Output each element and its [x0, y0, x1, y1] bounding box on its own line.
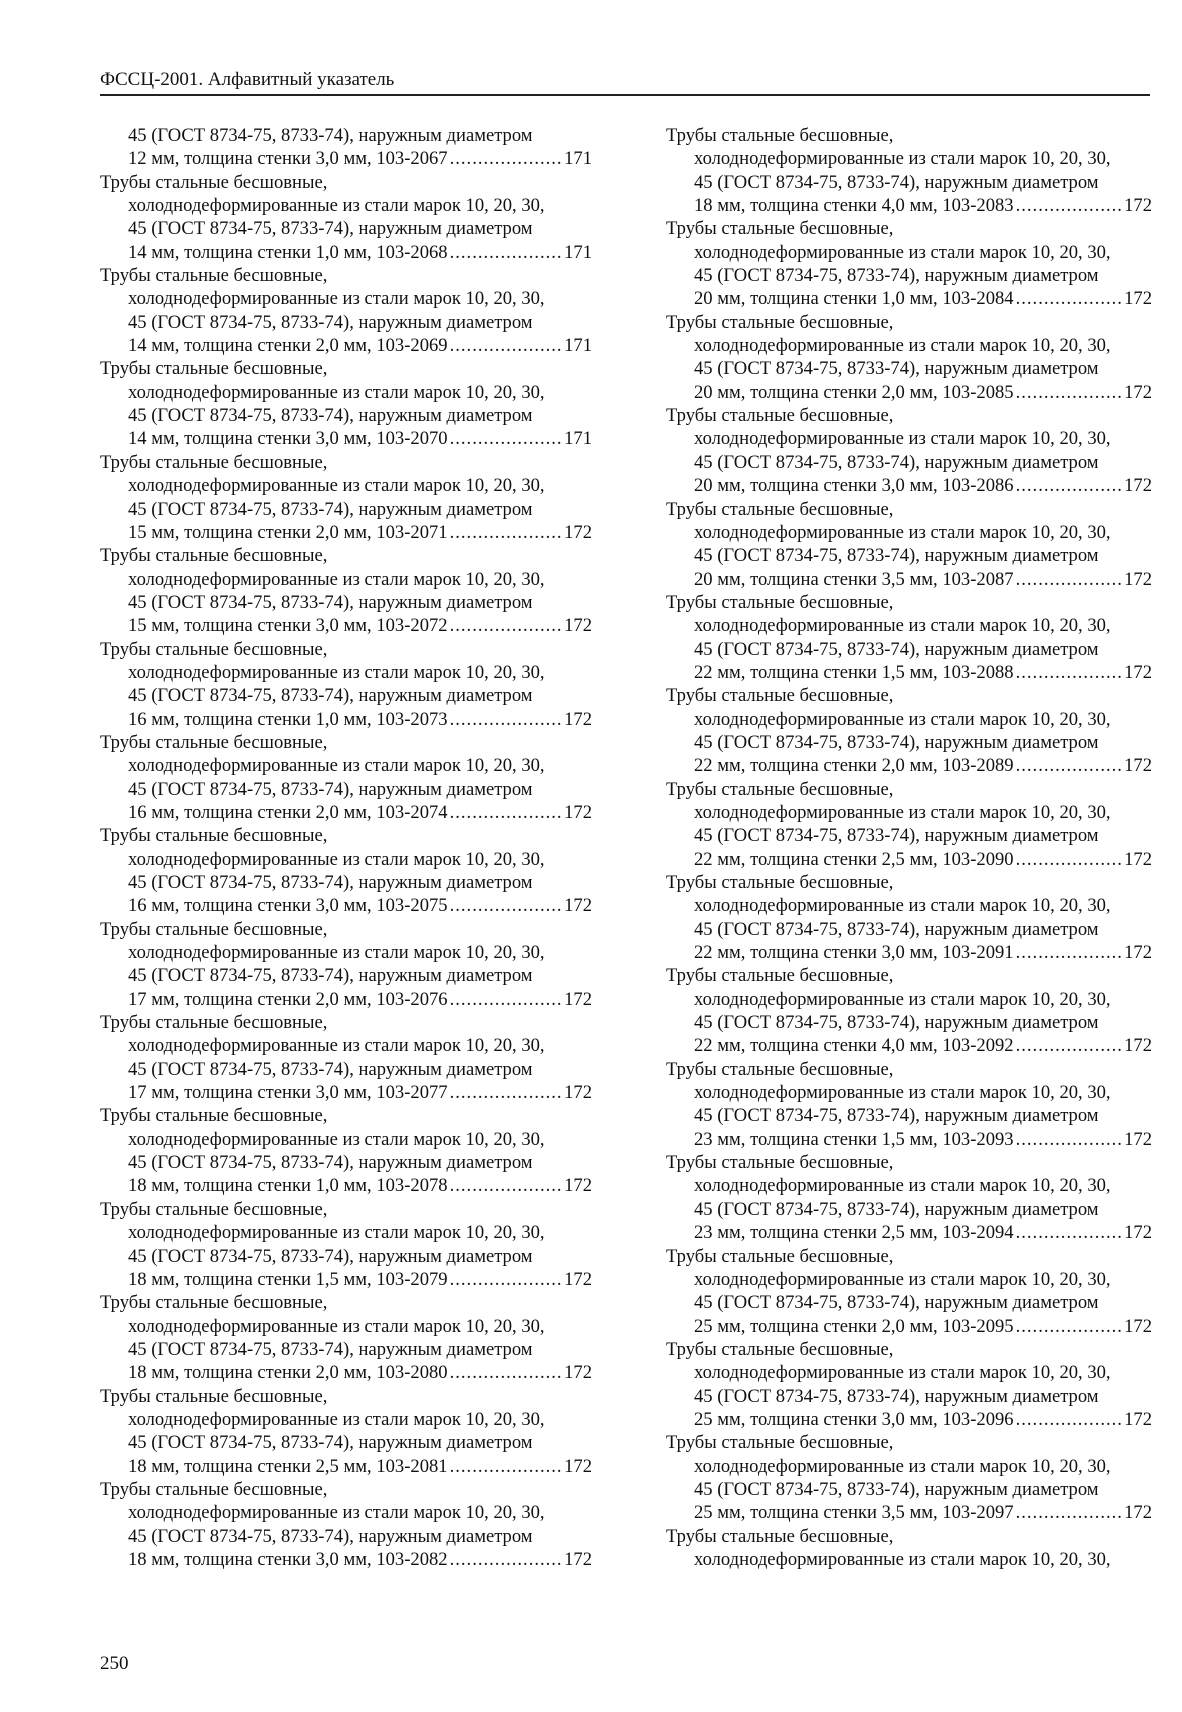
entry-line: 45 (ГОСТ 8734-75, 8733-74), наружным диаметром — [128, 311, 533, 333]
entry-title: Трубы стальные бесшовные, — [666, 311, 894, 333]
entry-line: 45 (ГОСТ 8734-75, 8733-74), наружным диаметром — [128, 1525, 533, 1547]
dot-leader — [1016, 381, 1122, 404]
dot-leader — [1016, 754, 1122, 777]
entry-line: 45 (ГОСТ 8734-75, 8733-74), наружным диаметром — [694, 1478, 1099, 1500]
entry-title: Трубы стальные бесшовные, — [100, 1292, 328, 1314]
entry-line: холоднодеформированные из стали марок 10, 20, 30, — [694, 1268, 1111, 1290]
dot-leader — [450, 1174, 562, 1197]
index-entry — [100, 1291, 592, 1384]
entry-line: 45 (ГОСТ 8734-75, 8733-74), наружным диаметром — [694, 1292, 1099, 1314]
entry-last-line — [100, 1455, 592, 1478]
entry-spec: 16 мм, толщина стенки 1,0 мм, 103-2073 — [128, 708, 448, 730]
index-entry — [666, 498, 1152, 591]
entry-spec: 17 мм, толщина стенки 2,0 мм, 103-2076 — [128, 988, 448, 1010]
entry-last-line — [666, 754, 1152, 777]
entry-line: холоднодеформированные из стали марок 10, 20, 30, — [128, 568, 545, 590]
entry-last-line — [666, 474, 1152, 497]
dot-leader — [1016, 1221, 1122, 1244]
entry-line: 45 (ГОСТ 8734-75, 8733-74), наружным диаметром — [128, 218, 533, 240]
entry-line: холоднодеформированные из стали марок 10, 20, 30, — [694, 335, 1111, 357]
entry-line: 45 (ГОСТ 8734-75, 8733-74), наружным диаметром — [694, 545, 1099, 567]
dot-leader — [450, 894, 562, 917]
entry-spec: 20 мм, толщина стенки 3,5 мм, 103-2087 — [694, 568, 1014, 590]
entry-page-ref: 172 — [1124, 755, 1152, 777]
entry-page-ref: 171 — [564, 335, 592, 357]
entry-spec: 20 мм, толщина стенки 2,0 мм, 103-2085 — [694, 381, 1014, 403]
index-entry — [666, 591, 1152, 684]
index-entry — [100, 357, 592, 450]
dot-leader — [450, 521, 562, 544]
entry-spec: 18 мм, толщина стенки 4,0 мм, 103-2083 — [694, 195, 1014, 217]
entry-line: холоднодеформированные из стали марок 10, 20, 30, — [694, 148, 1111, 170]
entry-page-ref: 172 — [1124, 848, 1152, 870]
entry-spec: 25 мм, толщина стенки 2,0 мм, 103-2095 — [694, 1315, 1014, 1337]
entry-last-line — [666, 1501, 1152, 1524]
entry-last-line — [666, 381, 1152, 404]
entry-line: 45 (ГОСТ 8734-75, 8733-74), наружным диаметром — [128, 1432, 533, 1454]
entry-page-ref: 172 — [564, 895, 592, 917]
dot-leader — [450, 427, 562, 450]
entry-title: Трубы стальные бесшовные, — [666, 1338, 894, 1360]
entry-line: холоднодеформированные из стали марок 10, 20, 30, — [128, 475, 545, 497]
entry-line: холоднодеформированные из стали марок 10, 20, 30, — [128, 1222, 545, 1244]
entry-page-ref: 172 — [1124, 568, 1152, 590]
entry-line: холоднодеформированные из стали марок 10, 20, 30, — [694, 1362, 1111, 1384]
entry-page-ref: 172 — [564, 801, 592, 823]
entry-last-line — [100, 241, 592, 264]
dot-leader — [450, 241, 562, 264]
entry-last-line — [666, 661, 1152, 684]
entry-last-line — [100, 1361, 592, 1384]
entry-last-line — [666, 848, 1152, 871]
index-entry — [100, 1385, 592, 1478]
entry-spec: 25 мм, толщина стенки 3,0 мм, 103-2096 — [694, 1408, 1014, 1430]
index-entry — [666, 964, 1152, 1057]
entry-line: холоднодеформированные из стали марок 10, 20, 30, — [694, 428, 1111, 450]
entry-last-line — [666, 1221, 1152, 1244]
entry-spec: 14 мм, толщина стенки 3,0 мм, 103-2070 — [128, 428, 448, 450]
page-number: 250 — [100, 1653, 129, 1674]
entry-line: холоднодеформированные из стали марок 10, 20, 30, — [694, 521, 1111, 543]
entry-title: Трубы стальные бесшовные, — [100, 918, 328, 940]
entry-title: Трубы стальные бесшовные, — [100, 731, 328, 753]
entry-spec: 22 мм, толщина стенки 2,5 мм, 103-2090 — [694, 848, 1014, 870]
entry-page-ref: 172 — [564, 1548, 592, 1570]
entry-title: Трубы стальные бесшовные, — [100, 825, 328, 847]
entry-line: холоднодеформированные из стали марок 10, 20, 30, — [694, 988, 1111, 1010]
entry-spec: 16 мм, толщина стенки 2,0 мм, 103-2074 — [128, 801, 448, 823]
entry-last-line — [666, 1315, 1152, 1338]
entry-line: холоднодеформированные из стали марок 10, 20, 30, — [128, 1502, 545, 1524]
entry-last-line — [666, 568, 1152, 591]
entry-page-ref: 172 — [564, 708, 592, 730]
entry-line: холоднодеформированные из стали марок 10, 20, 30, — [128, 1315, 545, 1337]
entry-spec: 20 мм, толщина стенки 1,0 мм, 103-2084 — [694, 288, 1014, 310]
entry-line: 45 (ГОСТ 8734-75, 8733-74), наружным диаметром — [128, 591, 533, 613]
entry-page-ref: 172 — [1124, 1035, 1152, 1057]
dot-leader — [450, 708, 562, 731]
entry-line: холоднодеформированные из стали марок 10, 20, 30, — [128, 661, 545, 683]
page-header-title: ФССЦ-2001. Алфавитный указатель — [100, 69, 395, 90]
index-entry — [100, 544, 592, 637]
dot-leader — [1016, 1034, 1122, 1057]
entry-spec: 18 мм, толщина стенки 3,0 мм, 103-2082 — [128, 1548, 448, 1570]
index-entry — [666, 871, 1152, 964]
index-entry-continuation — [100, 124, 592, 171]
entry-line: 45 (ГОСТ 8734-75, 8733-74), наружным диаметром — [128, 778, 533, 800]
entry-line: 45 (ГОСТ 8734-75, 8733-74), наружным диаметром — [128, 1152, 533, 1174]
entry-title: Трубы стальные бесшовные, — [666, 405, 894, 427]
entry-title: Трубы стальные бесшовные, — [666, 1245, 894, 1267]
index-entry — [666, 124, 1152, 217]
entry-spec: 22 мм, толщина стенки 2,0 мм, 103-2089 — [694, 755, 1014, 777]
entry-line: холоднодеформированные из стали марок 10, 20, 30, — [128, 288, 545, 310]
entry-title: Трубы стальные бесшовные, — [100, 545, 328, 567]
dot-leader — [1016, 568, 1122, 591]
entry-page-ref: 172 — [1124, 1222, 1152, 1244]
entry-last-line — [100, 988, 592, 1011]
index-entry — [666, 1431, 1152, 1524]
entry-title: Трубы стальные бесшовные, — [100, 265, 328, 287]
entry-spec: 23 мм, толщина стенки 2,5 мм, 103-2094 — [694, 1222, 1014, 1244]
dot-leader — [1016, 1128, 1122, 1151]
entry-line: холоднодеформированные из стали марок 10, 20, 30, — [128, 1128, 545, 1150]
index-entry — [100, 171, 592, 264]
entry-title: Трубы стальные бесшовные, — [666, 1058, 894, 1080]
index-entry — [100, 824, 592, 917]
entry-line: холоднодеформированные из стали марок 10, 20, 30, — [128, 1408, 545, 1430]
dot-leader — [450, 1361, 562, 1384]
entry-last-line — [666, 287, 1152, 310]
entry-title: Трубы стальные бесшовные, — [666, 685, 894, 707]
entry-page-ref: 171 — [564, 428, 592, 450]
entry-last-line — [100, 894, 592, 917]
entry-title: Трубы стальные бесшовные, — [666, 1525, 894, 1547]
entry-last-line — [666, 1034, 1152, 1057]
entry-line: 45 (ГОСТ 8734-75, 8733-74), наружным диаметром — [128, 498, 533, 520]
dot-leader — [1016, 1501, 1122, 1524]
entry-spec: 22 мм, толщина стенки 3,0 мм, 103-2091 — [694, 942, 1014, 964]
entry-title: Трубы стальные бесшовные, — [666, 778, 894, 800]
entry-last-line — [100, 614, 592, 637]
entry-line: холоднодеформированные из стали марок 10, 20, 30, — [694, 615, 1111, 637]
entry-last-line — [100, 708, 592, 731]
entry-title: Трубы стальные бесшовные, — [666, 125, 894, 146]
entry-title: Трубы стальные бесшовные, — [666, 591, 894, 613]
entry-title: Трубы стальные бесшовные, — [666, 872, 894, 893]
entry-last-line — [666, 941, 1152, 964]
entry-page-ref: 172 — [564, 988, 592, 1010]
entry-spec: 20 мм, толщина стенки 3,0 мм, 103-2086 — [694, 475, 1014, 497]
entry-title: Трубы стальные бесшовные, — [666, 1152, 894, 1174]
entry-line: холоднодеформированные из стали марок 10, 20, 30, — [128, 942, 545, 964]
index-entry-partial — [666, 1525, 1152, 1572]
entry-title: Трубы стальные бесшовные, — [100, 1105, 328, 1127]
entry-last-line — [100, 1174, 592, 1197]
entry-title: Трубы стальные бесшовные, — [100, 1198, 328, 1220]
entry-spec: 25 мм, толщина стенки 3,5 мм, 103-2097 — [694, 1502, 1014, 1524]
entry-last-line — [666, 1408, 1152, 1431]
index-entry — [100, 1198, 592, 1291]
entry-spec: 14 мм, толщина стенки 1,0 мм, 103-2068 — [128, 241, 448, 263]
entry-page-ref: 172 — [1124, 381, 1152, 403]
dot-leader — [450, 147, 562, 170]
entry-title: Трубы стальные бесшовные, — [100, 638, 328, 660]
index-entry — [666, 217, 1152, 310]
entry-line: холоднодеформированные из стали марок 10, 20, 30, — [694, 801, 1111, 823]
dot-leader — [450, 988, 562, 1011]
entry-page-ref: 172 — [1124, 942, 1152, 964]
entry-page-ref: 171 — [564, 241, 592, 263]
entry-spec: 16 мм, толщина стенки 3,0 мм, 103-2075 — [128, 895, 448, 917]
entry-page-ref: 172 — [564, 1455, 592, 1477]
entry-title: Трубы стальные бесшовные, — [666, 1432, 894, 1454]
dot-leader — [450, 1268, 562, 1291]
entry-line: 45 (ГОСТ 8734-75, 8733-74), наружным диаметром — [694, 451, 1099, 473]
entry-spec: 18 мм, толщина стенки 1,0 мм, 103-2078 — [128, 1175, 448, 1197]
index-entry — [100, 638, 592, 731]
dot-leader — [1016, 474, 1122, 497]
dot-leader — [1016, 1408, 1122, 1431]
entry-page-ref: 171 — [564, 148, 592, 170]
entry-title: Трубы стальные бесшовные, — [100, 1385, 328, 1407]
entry-page-ref: 172 — [1124, 475, 1152, 497]
dot-leader — [450, 1081, 562, 1104]
entry-last-line — [100, 1548, 592, 1571]
dot-leader — [1016, 194, 1122, 217]
entry-line: 45 (ГОСТ 8734-75, 8733-74), наружным диаметром — [128, 1058, 533, 1080]
entry-spec: 22 мм, толщина стенки 4,0 мм, 103-2092 — [694, 1035, 1014, 1057]
entry-title: Трубы стальные бесшовные, — [100, 358, 328, 380]
entry-line: холоднодеформированные из стали марок 10, 20, 30, — [694, 895, 1111, 917]
dot-leader — [1016, 661, 1122, 684]
entry-page-ref: 172 — [1124, 1128, 1152, 1150]
entry-last-line — [100, 801, 592, 824]
entry-last-line — [666, 1128, 1152, 1151]
entry-line: холоднодеформированные из стали марок 10, 20, 30, — [128, 848, 545, 870]
dot-leader — [1016, 287, 1122, 310]
entry-line: 45 (ГОСТ 8734-75, 8733-74), наружным диаметром — [694, 171, 1099, 193]
entry-last-line — [666, 194, 1152, 217]
index-entry — [100, 451, 592, 544]
entry-page-ref: 172 — [1124, 288, 1152, 310]
entry-spec: 15 мм, толщина стенки 2,0 мм, 103-2071 — [128, 521, 448, 543]
entry-line: 45 (ГОСТ 8734-75, 8733-74), наружным диаметром — [694, 265, 1099, 287]
entry-line: 45 (ГОСТ 8734-75, 8733-74), наружным диаметром — [128, 1245, 533, 1267]
entry-line: холоднодеформированные из стали марок 10, 20, 30, — [128, 755, 545, 777]
entry-line: холоднодеформированные из стали марок 10, 20, 30, — [694, 1082, 1111, 1104]
entry-page-ref: 172 — [1124, 1408, 1152, 1430]
entry-last-line — [100, 147, 592, 170]
entry-line: 45 (ГОСТ 8734-75, 8733-74), наружным диаметром — [694, 918, 1099, 940]
entry-line: 45 (ГОСТ 8734-75, 8733-74), наружным диаметром — [128, 872, 533, 893]
index-entry — [666, 684, 1152, 777]
index-entry — [100, 731, 592, 824]
dot-leader — [450, 614, 562, 637]
entry-spec: 23 мм, толщина стенки 1,5 мм, 103-2093 — [694, 1128, 1014, 1150]
entry-line: 45 (ГОСТ 8734-75, 8733-74), наружным диаметром — [128, 1338, 533, 1360]
dot-leader — [450, 334, 562, 357]
entry-line: 45 (ГОСТ 8734-75, 8733-74), наружным диаметром — [694, 731, 1099, 753]
entry-line: 45 (ГОСТ 8734-75, 8733-74), наружным диаметром — [128, 685, 533, 707]
entry-title: Трубы стальные бесшовные, — [666, 218, 894, 240]
index-entry — [666, 1058, 1152, 1151]
index-entry — [100, 1104, 592, 1197]
entry-page-ref: 172 — [564, 521, 592, 543]
dot-leader — [450, 1548, 562, 1571]
entry-line: 45 (ГОСТ 8734-75, 8733-74), наружным диаметром — [694, 1012, 1099, 1034]
index-entry — [100, 1011, 592, 1104]
dot-leader — [1016, 941, 1122, 964]
entry-line: 45 (ГОСТ 8734-75, 8733-74), наружным диаметром — [694, 1198, 1099, 1220]
entry-line: 45 (ГОСТ 8734-75, 8733-74), наружным диаметром — [694, 1385, 1099, 1407]
entry-spec: 18 мм, толщина стенки 2,0 мм, 103-2080 — [128, 1362, 448, 1384]
index-entry — [666, 1338, 1152, 1431]
entry-line: холоднодеформированные из стали марок 10, 20, 30, — [694, 1455, 1111, 1477]
entry-line: холоднодеформированные из стали марок 10, 20, 30, — [694, 1175, 1111, 1197]
entry-last-line — [100, 521, 592, 544]
dot-leader — [450, 801, 562, 824]
left-column — [100, 124, 592, 1571]
entry-page-ref: 172 — [1124, 1502, 1152, 1524]
entry-page-ref: 172 — [1124, 661, 1152, 683]
index-entry — [100, 918, 592, 1011]
entry-last-line — [100, 427, 592, 450]
entry-title: Трубы стальные бесшовные, — [100, 171, 328, 193]
entry-title: Трубы стальные бесшовные, — [666, 498, 894, 520]
entry-line: 45 (ГОСТ 8734-75, 8733-74), наружным диаметром — [694, 358, 1099, 380]
entry-title: Трубы стальные бесшовные, — [666, 965, 894, 987]
entry-line: 45 (ГОСТ 8734-75, 8733-74), наружным диаметром — [694, 638, 1099, 660]
left-entries — [100, 171, 592, 1572]
entry-title: Трубы стальные бесшовные, — [100, 1012, 328, 1034]
entry-spec: 18 мм, толщина стенки 1,5 мм, 103-2079 — [128, 1268, 448, 1290]
entry-title: Трубы стальные бесшовные, — [100, 451, 328, 473]
entry-line: холоднодеформированные из стали марок 10, 20, 30, — [128, 195, 545, 217]
right-column — [666, 124, 1152, 1571]
right-entries — [666, 124, 1152, 1525]
entry-page-ref: 172 — [1124, 195, 1152, 217]
entry-line: 45 (ГОСТ 8734-75, 8733-74), наружным диаметром — [128, 405, 533, 427]
entry-spec: 14 мм, толщина стенки 2,0 мм, 103-2069 — [128, 335, 448, 357]
entry-page-ref: 172 — [564, 615, 592, 637]
index-entry — [666, 404, 1152, 497]
entry-last-line — [100, 1268, 592, 1291]
entry-title: Трубы стальные бесшовные, — [100, 1478, 328, 1500]
page-header — [100, 68, 1150, 96]
index-entry — [666, 778, 1152, 871]
dot-leader — [450, 1455, 562, 1478]
entry-page-ref: 172 — [564, 1268, 592, 1290]
dot-leader — [1016, 848, 1122, 871]
entry-last-line — [100, 334, 592, 357]
entry-spec: 18 мм, толщина стенки 2,5 мм, 103-2081 — [128, 1455, 448, 1477]
index-entry — [100, 264, 592, 357]
dot-leader — [1016, 1315, 1122, 1338]
entry-line: холоднодеформированные из стали марок 10, 20, 30, — [128, 381, 545, 403]
index-entry — [666, 1151, 1152, 1244]
entry-line: 45 (ГОСТ 8734-75, 8733-74), наружным диаметром — [694, 1105, 1099, 1127]
entry-page-ref: 172 — [564, 1082, 592, 1104]
entry-line: 45 (ГОСТ 8734-75, 8733-74), наружным диаметром — [694, 825, 1099, 847]
entry-line: холоднодеформированные из стали марок 10, 20, 30, — [694, 1548, 1111, 1570]
entry-line: 45 (ГОСТ 8734-75, 8733-74), наружным диаметром — [128, 965, 533, 987]
index-entry — [666, 311, 1152, 404]
entry-spec: 22 мм, толщина стенки 1,5 мм, 103-2088 — [694, 661, 1014, 683]
entry-spec: 12 мм, толщина стенки 3,0 мм, 103-2067 — [128, 148, 448, 170]
entry-last-line — [100, 1081, 592, 1104]
entry-line: холоднодеформированные из стали марок 10, 20, 30, — [694, 708, 1111, 730]
index-entry — [666, 1245, 1152, 1338]
entry-line: холоднодеформированные из стали марок 10, 20, 30, — [128, 1035, 545, 1057]
entry-page-ref: 172 — [1124, 1315, 1152, 1337]
index-entry — [100, 1478, 592, 1571]
entry-spec: 17 мм, толщина стенки 3,0 мм, 103-2077 — [128, 1082, 448, 1104]
entry-line: холоднодеформированные из стали марок 10, 20, 30, — [694, 241, 1111, 263]
entry-line: 45 (ГОСТ 8734-75, 8733-74), наружным диаметром — [128, 125, 533, 146]
entry-page-ref: 172 — [564, 1362, 592, 1384]
entry-spec: 15 мм, толщина стенки 3,0 мм, 103-2072 — [128, 615, 448, 637]
entry-page-ref: 172 — [564, 1175, 592, 1197]
